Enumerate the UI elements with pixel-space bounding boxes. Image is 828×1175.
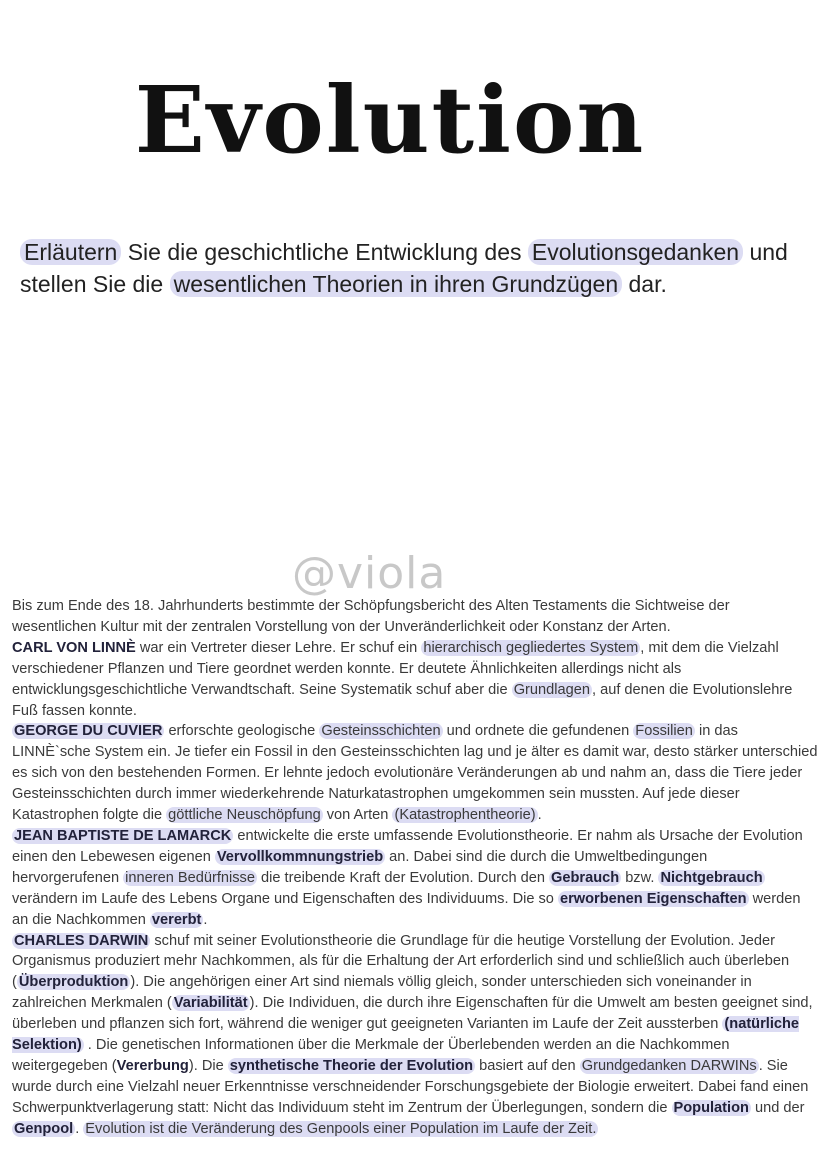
highlight: Nichtgebrauch [660,869,763,886]
highlight: Variabilität [173,995,248,1012]
highlight: erworbenen Eigenschaften [559,890,747,907]
person-name: CHARLES DARWIN [14,932,149,949]
text: bzw. [621,869,659,886]
text: an. Dabei sind die durch die Umweltbedingungen hervorgerufenen [12,848,708,886]
highlight: synthetische Theorie der Evolution [229,1057,474,1074]
task-statement [20,236,810,300]
highlight: Genpool [14,1120,74,1137]
highlight: Gebrauch [551,869,620,886]
text: , mit dem die Vielzahl verschiedener Pflanzen und Tiere geordnet werden konnte. Er deutete Ähnlichkeiten allerdings nicht als entwicklungsgeschichtliche Verwandtschaft. Seine Systematik schuf aber die [12,639,779,698]
person-name: GEORGE DU CUVIER [14,723,163,740]
highlight: (Katastrophentheorie) [394,807,536,824]
text: . Die genetischen Informationen über die Merkmale der Überlebenden werden an die Nachkommen weitergegeben ( [12,1037,730,1074]
body-text [12,596,818,1140]
highlight: Gesteinsschichten [321,723,441,740]
person-name: JEAN BAPTISTE DE LAMARCK [14,827,232,844]
text: von Arten [322,807,393,824]
watermark: @viola [292,548,447,599]
text: basiert auf den [475,1057,580,1074]
text: . [75,1120,84,1137]
text: . [537,807,542,824]
text: die treibende Kraft der Evolution. Durch den [256,869,550,886]
text: erforschte geologische [164,723,320,740]
intro-paragraph: Bis zum Ende des 18. Jahrhunderts bestimmte der Schöpfungsbericht des Alten Testaments die Sichtweise der wesentlichen Kultur mit der zentralen Vorstellung von der Unveränderlichkeit oder Konstanz der Arten. [12,598,730,635]
highlight: Fossilien [635,723,693,740]
cuvier-paragraph [12,721,818,826]
darwin-paragraph [12,931,818,1140]
text: werden an die Nachkommen [12,890,801,928]
text: war ein Vertreter dieser Lehre. Er schuf ein [135,639,422,656]
text: ). Die angehörigen einer Art sind niemals völlig gleich, sonder unterschieden sich voneinander in zahlreichen Merkmalen ( [12,974,752,1012]
highlight: vererbt [151,911,202,928]
highlight: Grundgedanken DARWINs [581,1057,757,1074]
highlight: hierarchisch gegliedertes System [423,639,639,656]
highlight: Überproduktion [18,974,129,991]
text: in das LINNÈ`sche System ein. Je tiefer ein Fossil in den Gesteinsschichten lag und je älter es damit war, desto stärker unterschied es sich von den bestehenden Formen. Er lehnte jedoch evolutionäre Veränderungen ab und nahm an, dass die Tiere jeder Gesteinsschichten durch immer wiederkehrende Naturkatastrophen umgekommen sein mussten. Auf jede dieser Katastrophen folgte die [12,723,818,824]
task-text: und stellen Sie die [20,239,788,297]
highlight: (natürliche Selektion) [12,1016,800,1054]
text: und ordnete die gefundenen [442,723,634,740]
task-highlight: Evolutionsgedanken [528,239,743,265]
task-operator: Erläutern [20,239,121,265]
task-text: Sie die geschichtliche Entwicklung des [121,239,528,265]
task-text: dar. [622,271,667,297]
text: entwickelte die erste umfassende Evolutionstheorie. Er nahm als Ursache der Evolution einen den Lebewesen eigenen [12,827,803,865]
task-highlight: wesentlichen Theorien in ihren Grundzügen [170,271,623,297]
text: verändern im Laufe des Lebens Organe und Eigenschaften des Individuums. Die so [12,890,558,907]
highlight: inneren Bedürfnisse [125,869,255,886]
text: , auf denen die Evolutionslehre Fuß fassen konnte. [12,681,793,719]
highlight: göttliche Neuschöpfung [168,807,321,824]
text: und der [750,1099,805,1116]
highlight: Grundlagen [513,681,590,698]
page-title: Evolution [134,65,646,174]
text: ). Die Individuen, die durch ihre Eigenschaften für die Umwelt am besten geeignet sind, überleben und pflanzen sich fort, während die weniger gut geeigneten Varianten im Laufe der Zeit aussterben [12,995,813,1033]
lamarck-paragraph [12,826,818,931]
person-name: CARL VON LINNÈ [12,639,136,656]
definition-highlight: Evolution ist die Veränderung des Genpools einer Population im Laufe der Zeit. [85,1120,597,1137]
linne-paragraph [12,638,818,722]
highlight: Vererbung [116,1057,189,1074]
text: schuf mit seiner Evolutionstheorie die Grundlage für die heutige Vorstellung der Evolution. Jeder Organismus produziert mehr Nachkommen, als für die Erhaltung der Art erforderlich sind und schließlich auch überleben ( [12,932,790,991]
text: . [203,911,208,928]
text: . Sie wurde durch eine Vielzahl neuer Erkenntnisse verschneidender Forschungsgebiete der Biologie erweitert. Dabei fand einen Schwerpunktverlagerung statt: Nicht das Individuum steht im Zentrum der Überlegungen, sondern die [12,1057,809,1116]
text: ). Die [188,1057,228,1074]
highlight: Population [673,1099,749,1116]
highlight: Vervollkommnungstrieb [216,848,384,865]
